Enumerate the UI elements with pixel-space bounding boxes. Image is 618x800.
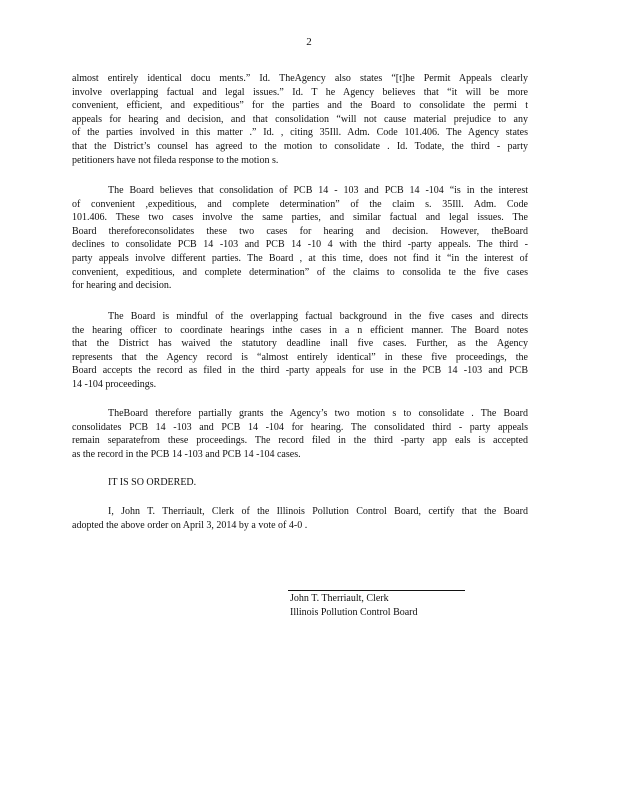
paragraph-line: the hearing officer to coordinate hearings inthe cases in a n efficient manner. The Board notes xyxy=(72,324,528,336)
certification-line: adopted the above order on April 3, 2014 by a vote of 4-0 . xyxy=(72,519,308,531)
clerk-certification xyxy=(72,505,528,532)
signatory-organization: Illinois Pollution Control Board xyxy=(290,606,418,618)
paragraph-line: of the parties involved in this matter .” Id. , citing 35Ill. Adm. Code 101.406. The Agency states xyxy=(72,127,528,139)
paragraph-line: of convenient ,expeditious, and complete determination” of the claim s. 35Ill. Adm. Code xyxy=(72,198,528,210)
paragraph-line: almost entirely identical docu ments.” Id. TheAgency also states “[t]he Permit Appeals clearly xyxy=(72,73,528,84)
paragraph-line: represents that the Agency record is “almost entirely identical” in these five proceedings, the xyxy=(72,351,528,363)
signature-line xyxy=(288,590,465,591)
paragraph-line: convenient, efficient, and expeditious” for the parties and the Board to consolidate the permi t xyxy=(72,100,528,112)
page-number: 2 xyxy=(306,36,312,48)
paragraph-line: that the District has waived the statutory deadline inall five cases. Further, as the Agency xyxy=(72,338,528,350)
so-ordered-statement: IT IS SO ORDERED. xyxy=(108,477,197,488)
paragraph-line: that the District’s counsel has agreed to the motion to consolidate . Id. Todate, the third - party xyxy=(72,140,528,152)
paragraph-line: 14 -104 proceedings. xyxy=(72,378,157,390)
certification-line: I, John T. Therriault, Clerk of the Illinois Pollution Control Board, certify that the Board xyxy=(108,506,528,517)
paragraph-line: convenient, expeditious, and complete determination” of the claims to consolida te the five cases xyxy=(72,266,528,278)
paragraph-line: 101.406. These two cases involve the same parties, and similar factual and legal issues. The xyxy=(72,212,528,224)
paragraph-line: party appeals involve different parties. The Board , at this time, does not find it “in the interest of xyxy=(72,252,528,264)
paragraph-line: appeals for hearing and decision, and that consolidation “will not cause material prejudice to any xyxy=(72,113,528,125)
paragraph-line: The Board believes that consolidation of PCB 14 - 103 and PCB 14 -104 “is in the interest xyxy=(108,185,528,196)
paragraph-line: petitioners have not fileda response to the motion s. xyxy=(72,154,279,166)
paragraph-line: Board accepts the record as filed in the third -party appeals for use in the PCB 14 -103 and PCB xyxy=(72,365,528,377)
paragraph-agency-motion xyxy=(72,72,528,167)
paragraph-line: consolidates PCB 14 -103 and PCB 14 -104 for hearing. The consolidated third - party appeals xyxy=(72,421,528,433)
paragraph-line: declines to consolidate PCB 14 -103 and PCB 14 -10 4 with the third -party appeals. The third - xyxy=(72,239,528,251)
paragraph-line: as the record in the PCB 14 -103 and PCB 14 -104 cases. xyxy=(72,448,301,460)
paragraph-line: TheBoard therefore partially grants the Agency’s two motion s to consolidate . The Board xyxy=(108,408,528,419)
signatory-name: John T. Therriault, Clerk xyxy=(290,593,389,604)
paragraph-board-mindful xyxy=(72,310,528,392)
paragraph-partially-grants xyxy=(72,407,528,461)
paragraph-line: The Board is mindful of the overlapping factual background in the five cases and directs xyxy=(108,311,528,322)
signature-block xyxy=(290,592,418,619)
paragraph-line: remain separatefrom these proceedings. The record filed in the third -party app eals is accepted xyxy=(72,435,528,447)
paragraph-line: involve overlapping factual and legal issues.” Id. T he Agency believes that “it will be more xyxy=(72,86,528,98)
certification-paragraph xyxy=(72,505,528,532)
paragraph-board-believes xyxy=(72,184,528,293)
paragraph-line: for hearing and decision. xyxy=(72,280,172,292)
paragraph-line: Board thereforeconsolidates these two cases for hearing and decision. However, theBoard xyxy=(72,225,528,237)
